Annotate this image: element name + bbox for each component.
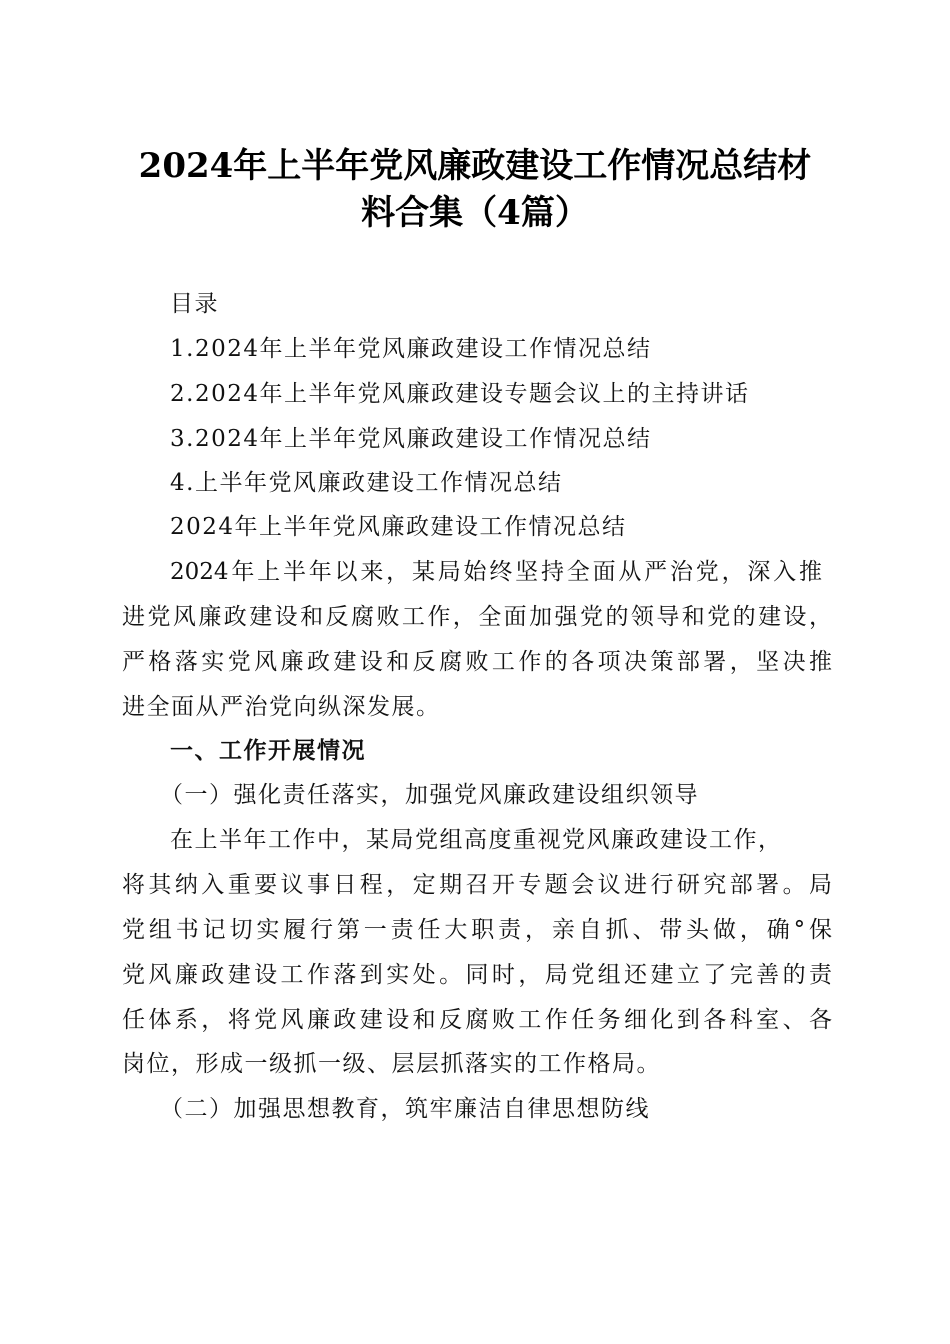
para1-line-4: 党风廉政建设工作落到实处。同时，局党组还建立了完善的责 [122,962,832,988]
toc-item-2: 2.2024年上半年党风廉政建设专题会议上的主持讲话 [170,381,750,407]
article-heading: 2024年上半年党风廉政建设工作情况总结 [170,514,627,540]
intro-line-4: 进全面从严治党向纵深发展。 [122,694,441,720]
para1-line-2: 将其纳入重要议事日程，定期召开专题会议进行研究部署。局 [122,872,832,898]
document-title-line-1: 2024年上半年党风廉政建设工作情况总结材 [138,146,812,186]
para1-line-3: 党组书记切实履行第一责任大职责，亲自抓、带头做，确°保 [122,917,832,943]
para1-line-5: 任体系，将党风廉政建设和反腐败工作任务细化到各科室、各 [122,1007,832,1033]
para1-line-6: 岗位，形成一级抓一级、层层抓落实的工作格局。 [122,1051,661,1077]
toc-item-1: 1.2024年上半年党风廉政建设工作情况总结 [170,336,652,362]
intro-line-2: 进党风廉政建设和反腐败工作，全面加强党的领导和党的建设， [122,604,832,630]
subsection-heading-1: （一）强化责任落实，加强党风廉政建设组织领导 [160,782,699,808]
toc-label: 目录 [170,291,219,317]
toc-item-3: 3.2024年上半年党风廉政建设工作情况总结 [170,426,652,452]
intro-line-3: 严格落实党风廉政建设和反腐败工作的各项决策部署，坚决推 [122,649,832,675]
toc-item-4: 4.上半年党风廉政建设工作情况总结 [170,470,563,496]
section-heading-1: 一、工作开展情况 [170,738,366,764]
para1-line-1: 在上半年工作中，某局党组高度重视党风廉政建设工作， [170,827,783,853]
subsection-heading-2: （二）加强思想教育，筑牢廉洁自律思想防线 [160,1096,650,1122]
document-title-line-2: 料合集（4篇） [361,193,589,233]
intro-line-1: 2024年上半年以来，某局始终坚持全面从严治党，深入推 [170,559,822,585]
